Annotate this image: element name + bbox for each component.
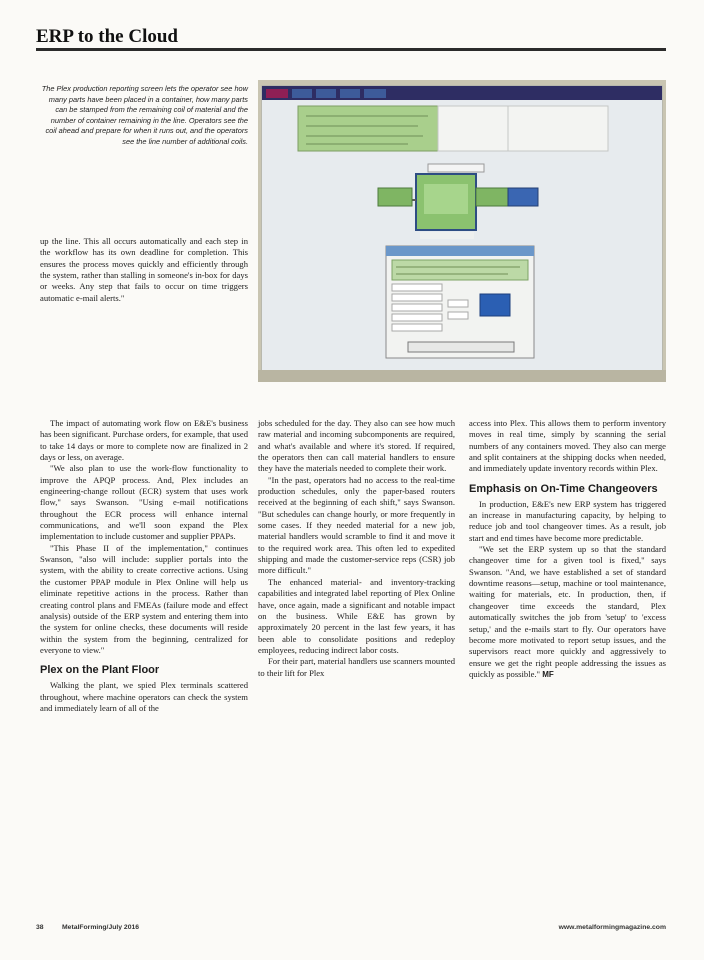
body-paragraph: The impact of automating work flow on E&E's business has been significant. Purchase orders, for example, that used to take 14 days or more to complete now are finalized in 2 days or less, on average. bbox=[40, 418, 248, 463]
body-paragraph: up the line. This all occurs automatically and each step in the workflow has its own deadline for completion. This ensures the process moves quickly and efficiently through the system, rather than stalling in someone's in-box for days or weeks. Any step that fails to occur on time triggers automatic e-mail alerts." bbox=[40, 236, 248, 303]
body-paragraph: jobs scheduled for the day. They also can see how much raw material and incoming subcomponents are required, and what's available and where it's stored. If required, the operators then can call material handlers to ensure they have the materials needed to complete their work. bbox=[258, 418, 455, 474]
subheading-plex-on-plant-floor: Plex on the Plant Floor bbox=[40, 664, 160, 677]
header-rule bbox=[36, 48, 666, 51]
column-2 bbox=[258, 418, 455, 679]
photo-caption: The Plex production reporting screen lets the operator see how many parts have been placed in a container, how many parts can be stamped from the remaining coil of material and the number of container remaining in the line. Operators see the coil ahead and prepare for when it runs out, and the operators see the line number of additional coils. bbox=[41, 84, 248, 146]
column-1-top bbox=[40, 236, 248, 304]
page-footer bbox=[36, 924, 666, 938]
column-1-bottom bbox=[40, 418, 248, 714]
photo-illustration bbox=[258, 80, 666, 382]
subheading-on-time-changeovers: Emphasis on On-Time Changeovers bbox=[469, 482, 658, 495]
section-title: ERP to the Cloud bbox=[36, 26, 178, 47]
body-paragraph: access into Plex. This allows them to perform inventory moves in real time, simply by scanning the serial numbers of any containers moved. They also can merge and split containers at the shipping docks when needed, and immediately update inventory records within Plex. bbox=[469, 418, 666, 474]
body-text: "We set the ERP system up so that the standard changeover time for a given tool is fixed," says Swanson. "And, we have established a set of standard downtime reasons—setup, machine or tool maintenance, waiting for materials, etc. In production, then, if changeover time exceeds the standard, Plex automatically switches the job from 'setup' to 'excess setup,' and the e-mails start to fly. Our operators have become more motivated to report setup issues, and the supervisors react more quickly and aggressively to ensure we get the right people addressing the issues as quickly as possible." bbox=[469, 544, 666, 679]
body-paragraph: "We also plan to use the work-flow functionality to improve the APQP process. And, Plex includes an engineering-change rollout (ECR) system that uses work flow," says Swanson. "Using e-mail notifications throughout the ECR process will enhance internal communications, and we'll soon expand the Plex implementation to include customer and supplier PPAPs. bbox=[40, 463, 248, 542]
page-number: 38 bbox=[36, 924, 44, 931]
body-paragraph bbox=[469, 544, 666, 680]
body-paragraph: "In the past, operators had no access to the real-time production schedules, only the paper-based routers received at the beginning of each shift," says Swanson. "But schedules can change hourly, or more frequently in some cases. If they needed material for a new job, material handlers would scramble to find it and move it to the required work area. This often led to expedited shipping and made the customer-service reps (CSR) job more difficult." bbox=[258, 474, 455, 576]
website-url: www.metalformingmagazine.com bbox=[558, 924, 666, 931]
photo-tab bbox=[266, 89, 288, 98]
body-paragraph: In production, E&E's new ERP system has triggered an increase in manufacturing capacity, by helping to reduce job and tool changeover times. As a result, job start and end times have become more predictable. bbox=[469, 498, 666, 543]
plex-screen-photo bbox=[258, 80, 666, 382]
end-mark: MF bbox=[542, 669, 554, 679]
body-paragraph: For their part, material handlers use scanners mounted to their lift for Plex bbox=[258, 656, 455, 678]
body-paragraph: "This Phase II of the implementation," continues Swanson, "also will include: supplier portals into the system, with the ability to create corrective actions. Using the customer PPAP module in Plex Online will help us eliminate repetitive actions in the process. Rather than creating control plans and FMEAs (failure mode and effect analysis) outside of the ERP system and entering them into the system for online checks, these documents will reside within the system from the beginning, centralized for everyone to view." bbox=[40, 542, 248, 655]
page-header bbox=[36, 26, 666, 52]
column-3 bbox=[469, 418, 666, 680]
body-paragraph: The enhanced material- and inventory-tracking capabilities and integrated label reporting of Plex Online have, once again, made a significant and notable impact on the business. While E&E has grown by approximately 20 percent in the last few years, it has been able to consolidate positions and redeploy employees, reducing indirect labor costs. bbox=[258, 576, 455, 655]
body-paragraph: Walking the plant, we spied Plex terminals scattered throughout, where machine operators can check the system and immediately learn of all of the bbox=[40, 680, 248, 713]
dialog-action-button bbox=[480, 294, 510, 316]
publication-name: MetalForming/July 2016 bbox=[62, 924, 140, 931]
